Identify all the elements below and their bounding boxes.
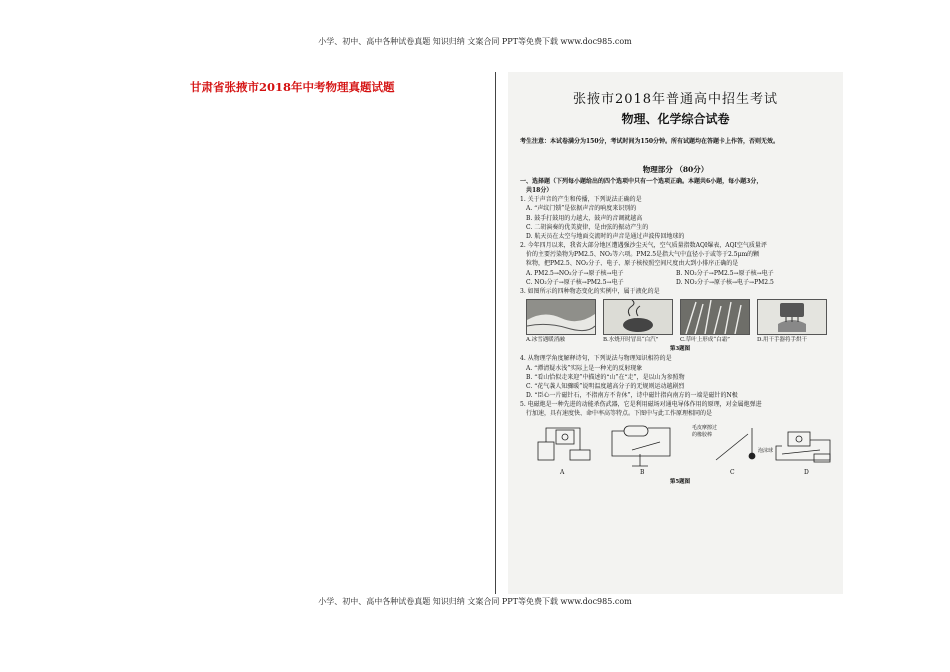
q2-option-a: A. PM2.5→NO₂分子→原子核→电子 [526,269,624,277]
q2-stem-line3: 粒物，把PM2.5、NO₂分子、电子、原子核按照空间尺度由大到小排序正确的是 [526,260,739,268]
section-intro-cont: 共18分） [526,187,553,195]
q3-option-d: D.用干手器将手烘干 [757,337,807,344]
q5-label-d: D [804,469,809,477]
q4-option-a: A. “潭清疑水浅”实际上是一种光的反射现象 [526,364,643,372]
q3-option-a: A.冰雪遇暖消融 [526,337,565,344]
q5-stem-line2: 行加速，具有速度快、命中率高等特点。下图中与此工作原理相同的是 [526,410,713,418]
q5-label-c: C [730,469,735,477]
q2-stem-line1: 2. 今年四月以来，我省大部分地区遭遇强沙尘天气，空气质量指数AQI爆表，AQI空气质量评 [520,242,767,250]
boiling-kettle-photo [603,299,673,335]
q1-option-b: B. 鼓手打鼓用的力越大，鼓声的音调就越高 [526,214,643,222]
q1-option-d: D. 航天员在太空与地面交流时的声音是通过声波传回地球的 [526,232,685,240]
q4-option-d: D. “臣心一片磁针石，不指南方不肯休”，诗中磁针指向南方的一端是磁针的N极 [526,391,738,399]
exam-subtitle: 物理、化学综合试卷 [621,112,730,126]
frost-grass-photo [680,299,750,335]
q3-figure-caption: 第3题图 [669,346,691,353]
question-body [520,177,840,488]
melting-snow-photo [526,299,596,335]
q1-stem: 1. 关于声音的产生和传播，下列说法正确的是 [520,196,642,204]
column-divider [495,72,496,594]
q5-fig-note-3: 泡沫球 [758,448,774,455]
q3-option-b: B.水烧开时冒出“白汽” [603,337,659,344]
q5-circuit-diagrams [520,420,840,478]
page-footer: 小学、初中、高中各种试卷真题 知识归纳 文案合同 PPT等免费下载 www.doc985.com [318,597,632,606]
q3-option-c: C.草叶上形成“白霜” [680,337,730,344]
q5-stem-line1: 5. 电磁炮是一种先进的动能杀伤武器，它是利用磁场对通电导体作用的原理，对金属炮弹进 [520,401,762,409]
q5-label-b: B [640,469,645,477]
section-intro: 一、选择题（下列每小题给出的四个选项中只有一个选项正确。本题共6小题，每小题3分， [520,178,763,185]
q5-label-a: A [560,469,565,477]
q1-option-a: A. “声纹门锁”是依据声音的响度来识别的 [526,205,637,213]
q5-fig-note-1: 毛皮摩擦过 [692,425,718,432]
q3-option-captions [526,336,840,345]
exam-paper-scan [508,72,843,594]
q3-stem: 3. 如图所示的四种物态变化的实例中，属于液化的是 [520,287,660,295]
q2-option-c: C. NO₂分子→原子核→PM2.5→电子 [526,278,624,286]
section-heading: 物理部分 （80分） [642,165,709,174]
hand-dryer-photo [757,299,827,335]
q5-figure-caption: 第5题图 [669,479,691,486]
exam-title: 张掖市2018年普通高中招生考试 [572,92,779,107]
q5-fig-note-2: 的橡胶棒 [692,432,713,439]
q2-stem-line2: 价的主要污染物为PM2.5、NO₂等六项。PM2.5是指大气中直径小于或等于2.5μm的颗 [526,251,760,259]
q4-option-b: B. “看山恰似走来迎”中描述的“山”在“走”，是以山为参照物 [526,373,685,381]
q2-option-d: D. NO₂分子→原子核→电子→PM2.5 [676,278,774,286]
q2-options-row1 [520,269,840,278]
q5-figures [520,420,840,478]
q4-option-c: C. “花气袭人知骤暖”说明温度越高分子的无规则运动越剧烈 [526,382,685,390]
exam-notice: 考生注意：本试卷满分为150分，考试时间为150分钟。所有试题均在答题卡上作答，否则无效。 [520,138,780,145]
q1-option-c: C. 二胡演奏的优美旋律，是由弦的振动产生的 [526,223,649,231]
q2-options-row2 [520,278,840,287]
document-title: 甘肃省张掖市2018年中考物理真题试题 [190,80,395,94]
q2-option-b: B. NO₂分子→PM2.5→原子核→电子 [676,269,774,277]
q4-stem: 4. 从物理学角度解释诗句，下列说法与物理知识相符的是 [520,355,672,363]
q3-figures [526,299,840,335]
page-header: 小学、初中、高中各种试卷真题 知识归纳 文案合同 PPT等免费下载 www.doc985.com [318,37,632,46]
